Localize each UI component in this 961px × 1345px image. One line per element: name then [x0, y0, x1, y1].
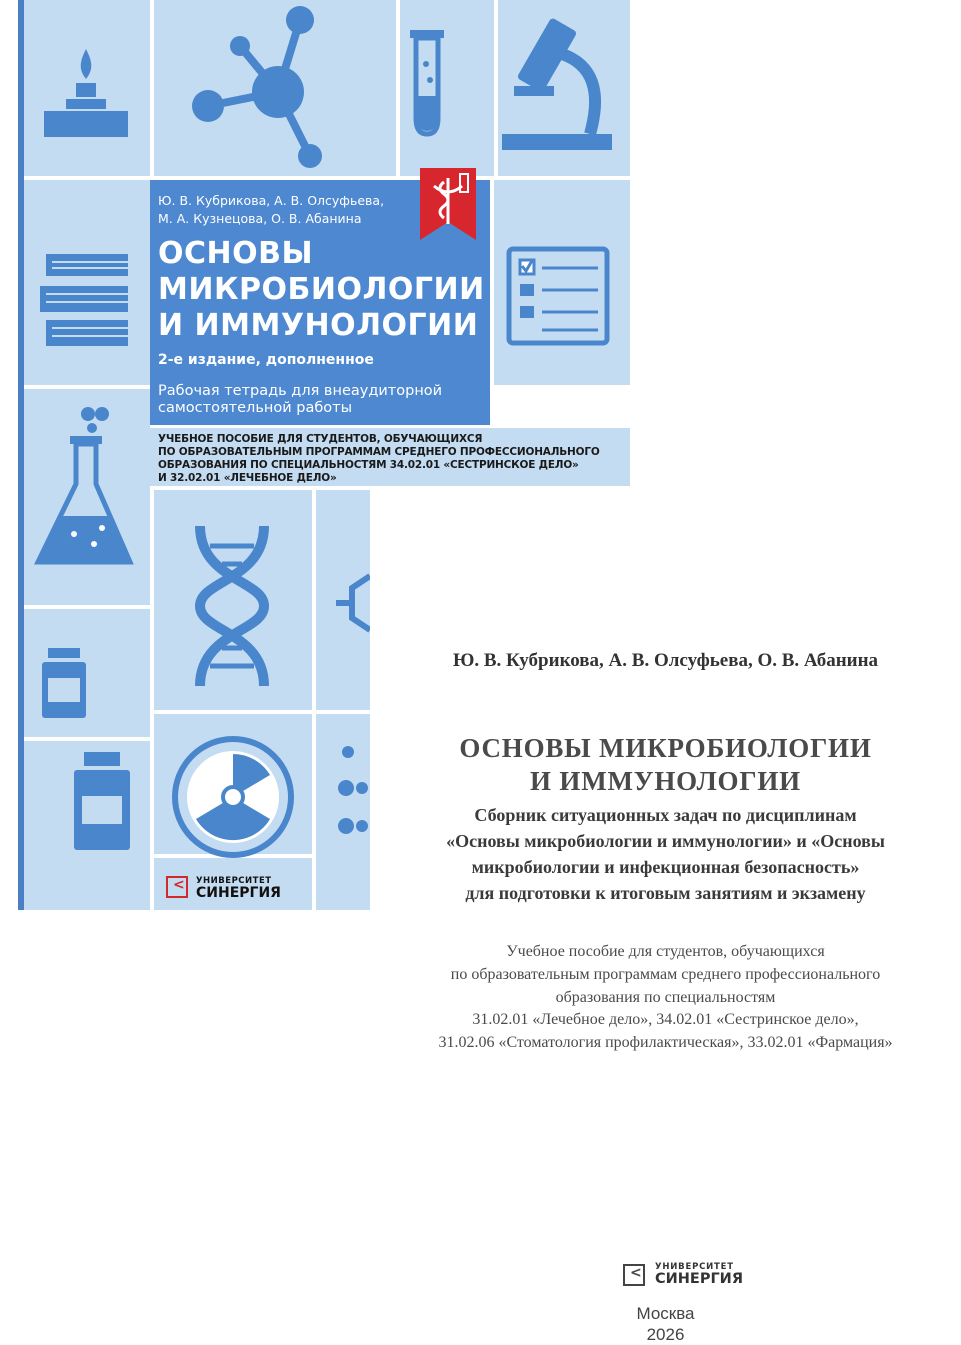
cover-subtitle-line: Рабочая тетрадь для внеаудиторной	[158, 383, 443, 399]
burner-icon	[40, 45, 132, 141]
jar-icon	[40, 648, 88, 720]
cover-edition: 2-е издание, дополненное	[158, 352, 374, 368]
title-page-subtitle-line: Сборник ситуационных задач по дисциплинам	[474, 805, 857, 825]
microscope-icon	[500, 14, 620, 154]
cover-purpose-line: И 32.02.01 «ЛЕЧЕБНОЕ ДЕЛО»	[158, 472, 337, 484]
medicine-bottle-icon	[72, 752, 132, 852]
title-page-subtitle-line: для подготовки к итоговым занятиям и экзамену	[465, 883, 866, 903]
title-page-title-line: И ИММУНОЛОГИИ	[530, 766, 801, 796]
dna-icon	[182, 520, 282, 690]
hexagon-icon	[330, 570, 370, 640]
cover-title-line: ОСНОВЫ	[158, 236, 314, 271]
publication-city: Москва	[636, 1304, 695, 1323]
title-page-description-line: 31.02.06 «Стоматология профилактическая», 33.02.01 «Фармация»	[438, 1034, 893, 1051]
flask-icon	[32, 404, 136, 570]
title-page-description-line: по образовательным программам среднего профессионального	[450, 966, 881, 983]
logo-line-university: УНИВЕРСИТЕТ	[196, 876, 272, 886]
cover-authors-line: Ю. В. Кубрикова, А. В. Олсуфьева,	[158, 193, 385, 208]
molecule-icon	[190, 6, 330, 172]
title-page-description-line: образования по специальностям	[555, 989, 776, 1006]
title-page-authors: Ю. В. Кубрикова, А. В. Олсуфьева, О. В. Абанина	[452, 650, 879, 671]
cover-subtitle-line: самостоятельной работы	[158, 400, 353, 416]
test-tube-icon	[408, 30, 448, 140]
logo-line-university: УНИВЕРСИТЕТ	[655, 1262, 734, 1272]
cover-title-line: И ИММУНОЛОГИИ	[158, 308, 479, 343]
medical-bookmark-icon	[416, 168, 480, 240]
cover-authors-line: М. А. Кузнецова, О. В. Абанина	[158, 211, 362, 226]
atoms-icon	[336, 744, 370, 840]
cover-title-line: МИКРОБИОЛОГИИ	[158, 272, 485, 307]
books-icon	[38, 252, 134, 348]
cover-purpose-line: УЧЕБНОЕ ПОСОБИЕ ДЛЯ СТУДЕНТОВ, ОБУЧАЮЩИХСЯ	[158, 433, 483, 445]
title-page-subtitle-line: «Основы микробиологии и иммунологии» и «Основы	[446, 831, 885, 851]
synergy-logo-icon: <	[623, 1264, 645, 1286]
synergy-logo-icon: <	[166, 876, 188, 898]
radiation-icon	[170, 734, 296, 860]
title-page-description-line: 31.02.01 «Лечебное дело», 34.02.01 «Сестринское дело»,	[472, 1011, 859, 1028]
logo-line-synergy: СИНЕРГИЯ	[196, 885, 281, 901]
title-page-description-line: Учебное пособие для студентов, обучающихся	[506, 943, 825, 960]
cover-purpose-line: ПО ОБРАЗОВАТЕЛЬНЫМ ПРОГРАММАМ СРЕДНЕГО ПРОФЕССИОНАЛЬНОГО	[158, 446, 600, 458]
logo-line-synergy: СИНЕРГИЯ	[655, 1271, 743, 1287]
publication-year: 2026	[646, 1325, 685, 1344]
checklist-icon	[506, 246, 610, 346]
cover-purpose-line: ОБРАЗОВАНИЯ ПО СПЕЦИАЛЬНОСТЯМ 34.02.01 «СЕСТРИНСКОЕ ДЕЛО»	[158, 459, 579, 471]
title-page-subtitle-line: микробиологии и инфекционная безопасность»	[471, 857, 860, 877]
title-page-publisher-logo	[623, 1262, 753, 1288]
title-page-title-line: ОСНОВЫ МИКРОБИОЛОГИИ	[459, 733, 872, 763]
title-page	[370, 487, 961, 1344]
